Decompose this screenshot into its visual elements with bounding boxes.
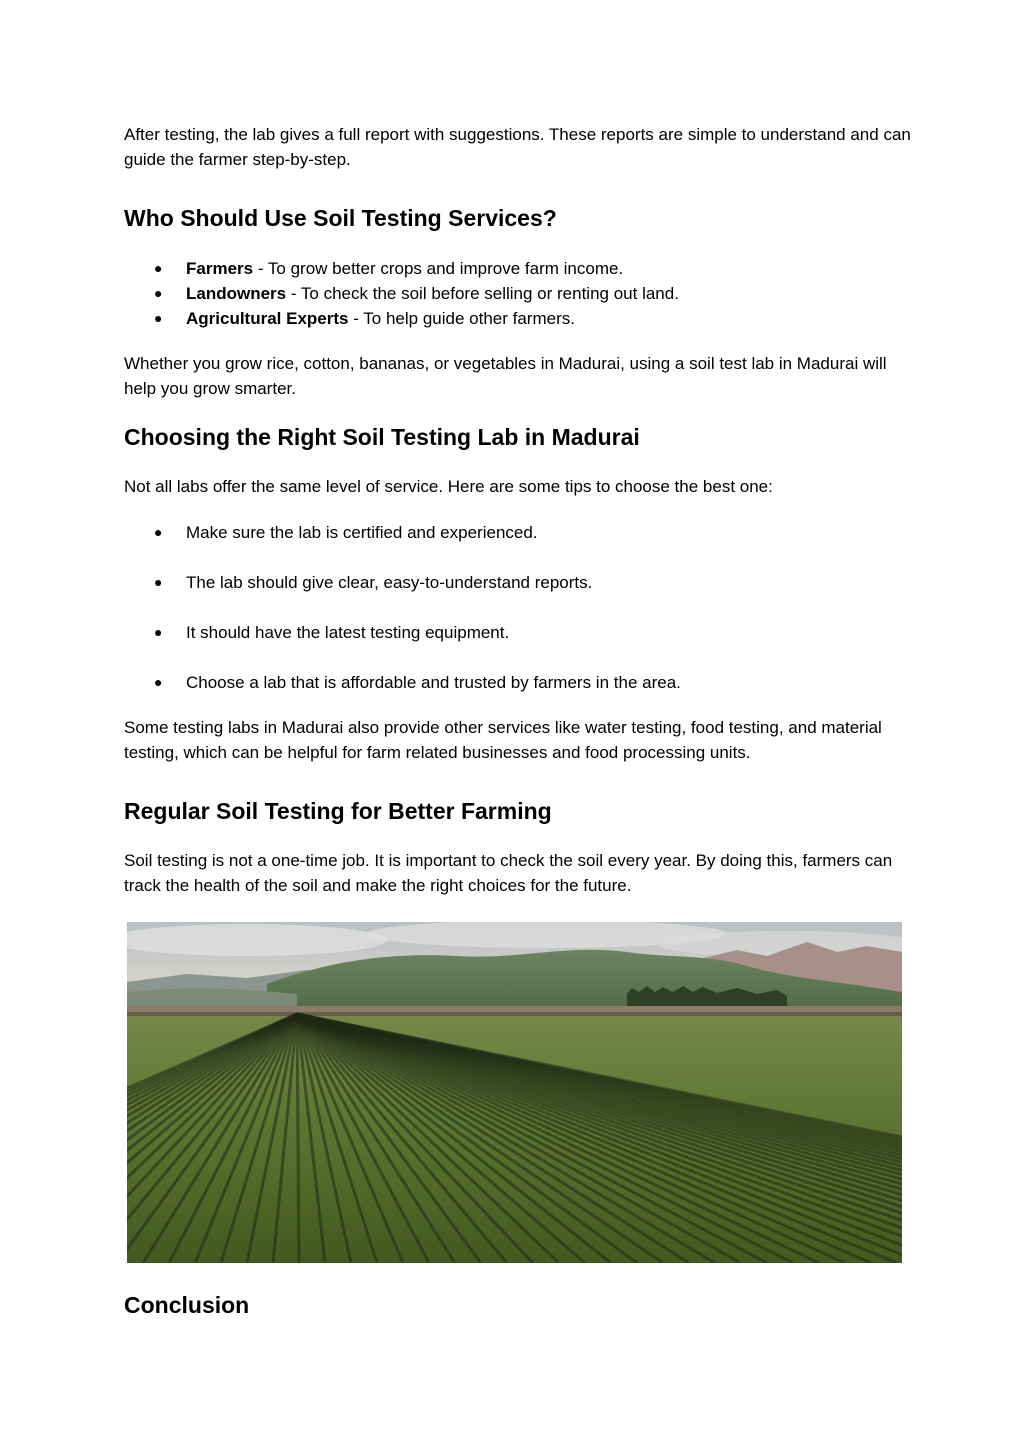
bullet-icon: ● <box>154 624 163 640</box>
bullet-icon: ● <box>154 574 163 590</box>
list-item <box>124 306 679 331</box>
list-item-text: The lab should give clear, easy-to-understand reports. <box>186 573 593 592</box>
who-list <box>124 256 679 331</box>
list-item-text: - To help guide other farmers. <box>348 309 575 328</box>
conclusion-heading: Conclusion <box>124 1292 250 1318</box>
list-item-bold: Landowners <box>186 284 287 303</box>
regular-testing-paragraph: Soil testing is not a one-time job. It is important to check the soil every year. By doing this, farmers can track the health of the soil and make the right choices for the future. <box>124 851 893 895</box>
list-item <box>124 670 681 695</box>
list-item <box>124 620 681 645</box>
list-item-bold: Farmers <box>186 259 254 278</box>
list-item <box>124 281 679 306</box>
choosing-lab-heading: Choosing the Right Soil Testing Lab in Madurai <box>124 424 640 450</box>
bullet-icon: ● <box>154 674 163 690</box>
list-item-text: Make sure the lab is certified and experienced. <box>186 523 538 542</box>
crop-row-furrow <box>297 1014 299 1263</box>
regular-testing-heading: Regular Soil Testing for Better Farming <box>124 798 552 824</box>
who-closing-paragraph: Whether you grow rice, cotton, bananas, or vegetables in Madurai, using a soil test lab in Madurai will help you grow smarter. <box>124 354 887 398</box>
list-item-text: - To check the soil before selling or renting out land. <box>286 284 679 303</box>
bullet-icon: ● <box>154 285 163 301</box>
list-item <box>124 256 679 281</box>
bullet-icon: ● <box>154 524 163 540</box>
intro-paragraph: After testing, the lab gives a full report with suggestions. These reports are simple to understand and can guide the farmer step-by-step. <box>124 125 911 169</box>
bullet-icon: ● <box>154 310 163 326</box>
choosing-closing-paragraph: Some testing labs in Madurai also provide other services like water testing, food testing, and material testing, which can be helpful for farm related businesses and food processing units. <box>124 718 882 762</box>
farm-field-photo <box>127 922 902 1263</box>
list-item-text: - To grow better crops and improve farm income. <box>253 259 624 278</box>
list-item <box>124 520 681 545</box>
list-item <box>124 570 681 595</box>
list-item-bold: Agricultural Experts <box>186 309 349 328</box>
farm-field-illustration <box>127 922 902 1263</box>
list-item-text: Choose a lab that is affordable and trusted by farmers in the area. <box>186 673 681 692</box>
list-item-text: It should have the latest testing equipment. <box>186 623 510 642</box>
who-should-use-heading: Who Should Use Soil Testing Services? <box>124 205 557 231</box>
bullet-icon: ● <box>154 260 163 276</box>
tips-list <box>124 520 681 720</box>
choosing-intro-paragraph: Not all labs offer the same level of service. Here are some tips to choose the best one: <box>124 477 773 496</box>
